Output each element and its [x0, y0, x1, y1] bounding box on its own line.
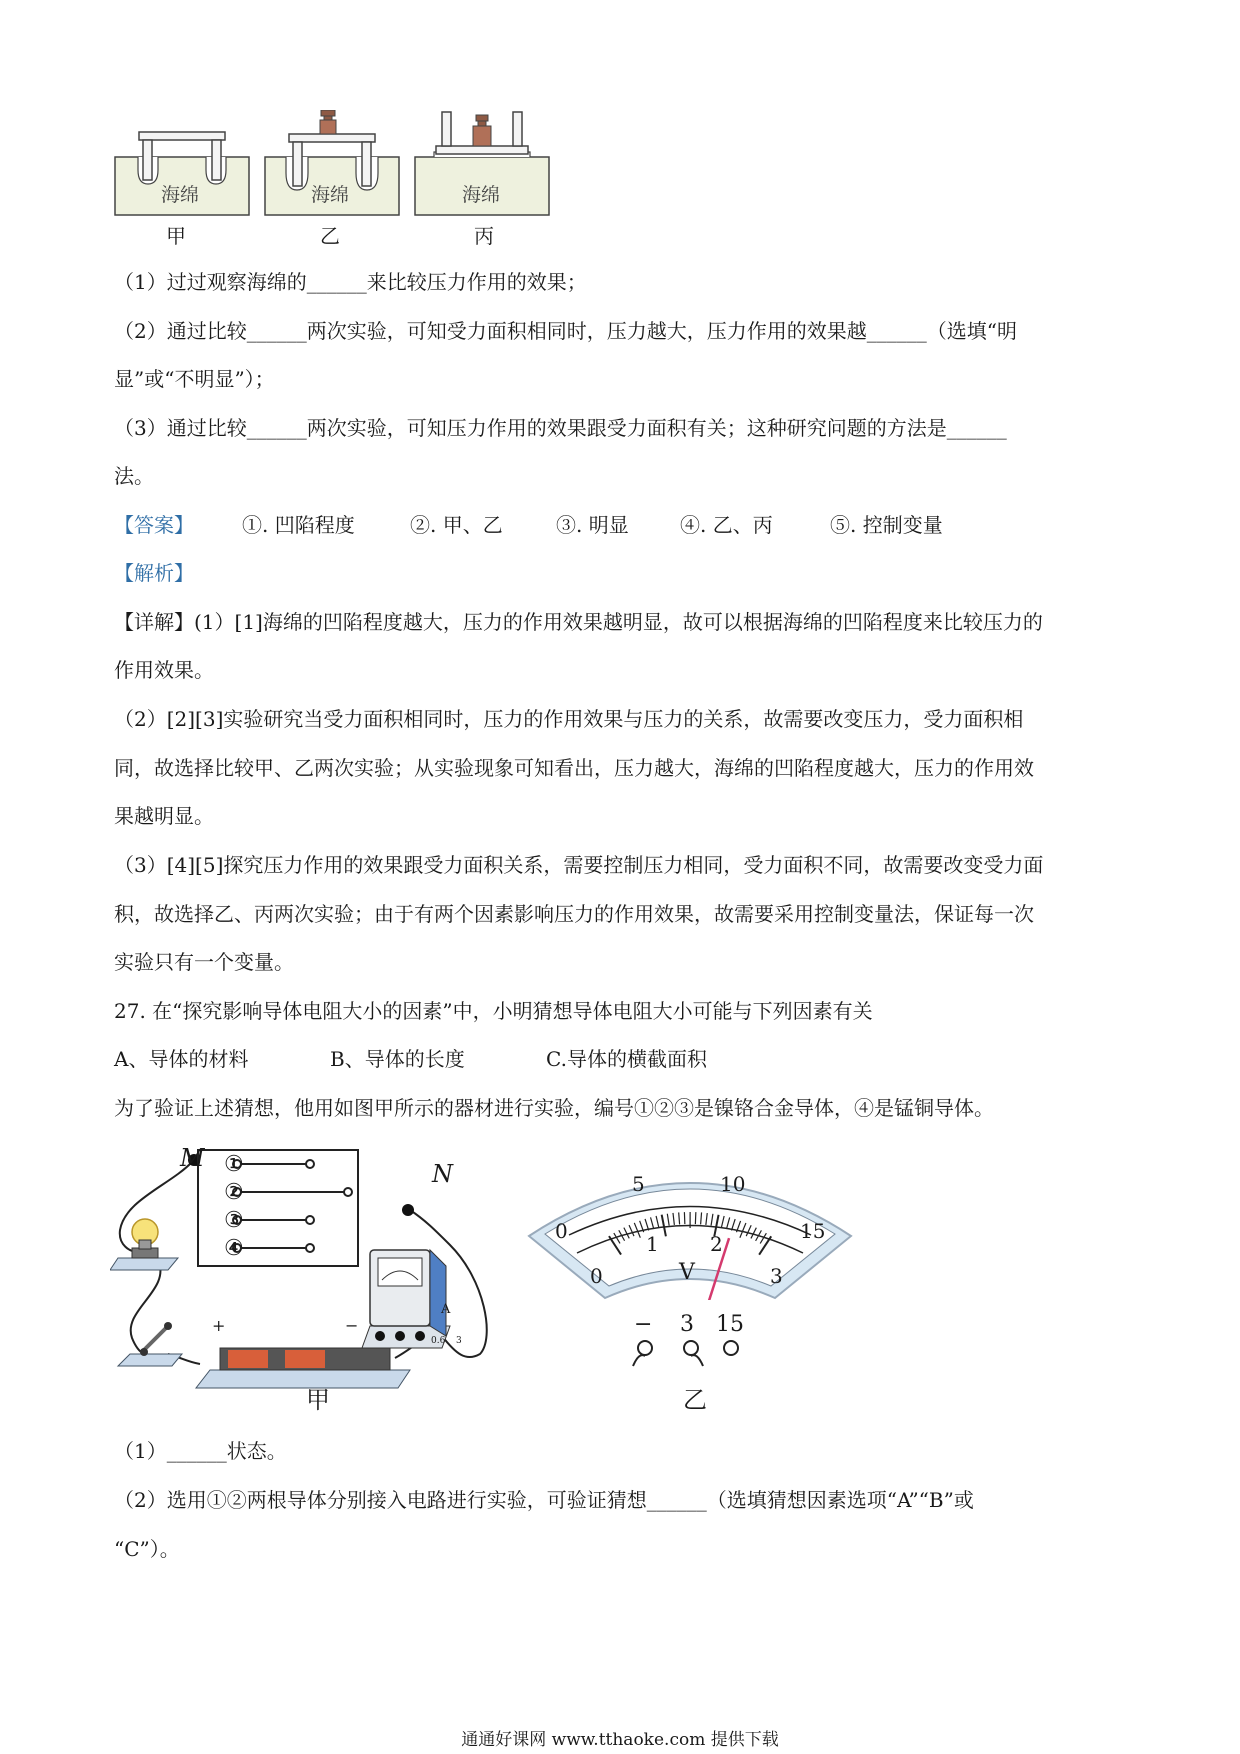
- ammeter-terminal-06: 0.6: [431, 1336, 446, 1346]
- analysis-line: 果越明显。: [114, 804, 214, 828]
- caption-bing: 丙: [474, 224, 494, 248]
- caption-voltmeter: 乙: [683, 1386, 707, 1414]
- dial-outer-label-5: 5: [632, 1172, 645, 1196]
- meter-terminal-3: 3: [680, 1312, 694, 1337]
- analysis-line: 【详解】(1）[1]海绵的凹陷程度越大，压力的作用效果越明显，故可以根据海绵的凹陷程度来比较压力的: [114, 610, 1043, 634]
- analysis-line: 实验只有一个变量。: [114, 950, 294, 974]
- option-a: A、导体的材料: [114, 1047, 249, 1071]
- question-27-sub-2a: （2）选用①②两根导体分别接入电路进行实验，可验证猜想______（选填猜想因素选项“A”“B”或: [114, 1488, 974, 1512]
- ammeter-letter: A: [441, 1302, 451, 1317]
- answer-item-4: ④. 乙、丙: [680, 513, 773, 537]
- question-2-line-b: 显”或“不明显”）；: [114, 367, 275, 391]
- dial-inner-label-3: 3: [770, 1264, 783, 1288]
- analysis-tag: 【解析】: [114, 561, 194, 585]
- circuit-figure: [110, 1140, 530, 1410]
- dial-inner-label-1: 1: [646, 1232, 659, 1256]
- battery-minus: −: [345, 1316, 359, 1335]
- caption-jia: 甲: [166, 224, 186, 248]
- conductor-number-3: ③: [224, 1208, 244, 1233]
- sponge-label-jia: 海绵: [161, 184, 200, 206]
- option-c: C.导体的横截面积: [546, 1047, 707, 1071]
- page-footer: 通通好课网 www.tthaoke.com 提供下载: [461, 1730, 779, 1750]
- sponge-label-yi: 海绵: [311, 184, 350, 206]
- analysis-line: （3）[4][5]探究压力作用的效果跟受力面积关系，需要控制压力相同，受力面积不同，故需要改变受力面: [114, 853, 1044, 877]
- question-27-sub-1: （1）______状态。: [114, 1439, 287, 1463]
- dial-unit-letter: V: [679, 1260, 695, 1285]
- dial-inner-label-0: 0: [590, 1264, 603, 1288]
- battery-plus: +: [212, 1316, 226, 1335]
- question-3-line-b: 法。: [114, 464, 154, 488]
- answer-item-3: ③. 明显: [556, 513, 629, 537]
- question-3-line-a: （3）通过比较______两次实验，可知压力作用的效果跟受力面积有关；这种研究问题的方法是______: [114, 416, 1007, 440]
- caption-circuit: 甲: [306, 1386, 330, 1414]
- question-27-intro: 为了验证上述猜想，他用如图甲所示的器材进行实验，编号①②③是镍铬合金导体，④是锰铜导体。: [114, 1096, 994, 1120]
- dial-inner-label-2: 2: [710, 1232, 723, 1256]
- answer-item-5: ⑤. 控制变量: [830, 513, 943, 537]
- question-27-sub-2b: “C”）。: [114, 1537, 180, 1561]
- conductor-number-4: ④: [224, 1236, 244, 1261]
- ammeter-terminal-3: 3: [456, 1336, 462, 1346]
- option-b: B、导体的长度: [330, 1047, 465, 1071]
- question-1-line: （1）过过观察海绵的______来比较压力作用的效果；: [114, 270, 587, 294]
- dial-outer-label-15: 15: [800, 1219, 826, 1243]
- answer-item-1: ①. 凹陷程度: [242, 513, 355, 537]
- dial-outer-label-0: 0: [555, 1219, 568, 1243]
- question-2-line-a: （2）通过比较______两次实验，可知受力面积相同时，压力越大，压力作用的效果越______（选填“明: [114, 319, 1017, 343]
- question-27-stem: 27. 在“探究影响导体电阻大小的因素”中，小明猜想导体电阻大小可能与下列因素有关: [114, 999, 873, 1023]
- analysis-line: （2）[2][3]实验研究当受力面积相同时，压力的作用效果与压力的关系，故需要改变压力，受力面积相: [114, 707, 1024, 731]
- analysis-line: 积，故选择乙、丙两次实验；由于有两个因素影响压力的作用效果，故需要采用控制变量法，保证每一次: [114, 902, 1034, 926]
- terminal-m-label: M: [180, 1144, 205, 1172]
- caption-yi: 乙: [320, 224, 340, 248]
- terminal-n-label: N: [432, 1160, 453, 1188]
- analysis-line: 作用效果。: [114, 658, 214, 682]
- conductor-number-2: ②: [224, 1180, 244, 1205]
- meter-terminal-minus: −: [634, 1312, 653, 1337]
- dial-outer-label-10: 10: [720, 1172, 746, 1196]
- analysis-line: 同，故选择比较甲、乙两次实验；从实验现象可知看出，压力越大，海绵的凹陷程度越大，压力的作用效: [114, 756, 1034, 780]
- answer-tag: 【答案】: [114, 513, 194, 537]
- conductor-number-1: ①: [224, 1152, 244, 1177]
- meter-terminal-posts: [615, 1336, 745, 1372]
- sponge-label-bing: 海绵: [462, 184, 501, 206]
- answer-item-2: ②. 甲、乙: [410, 513, 503, 537]
- meter-terminal-15: 15: [716, 1312, 744, 1337]
